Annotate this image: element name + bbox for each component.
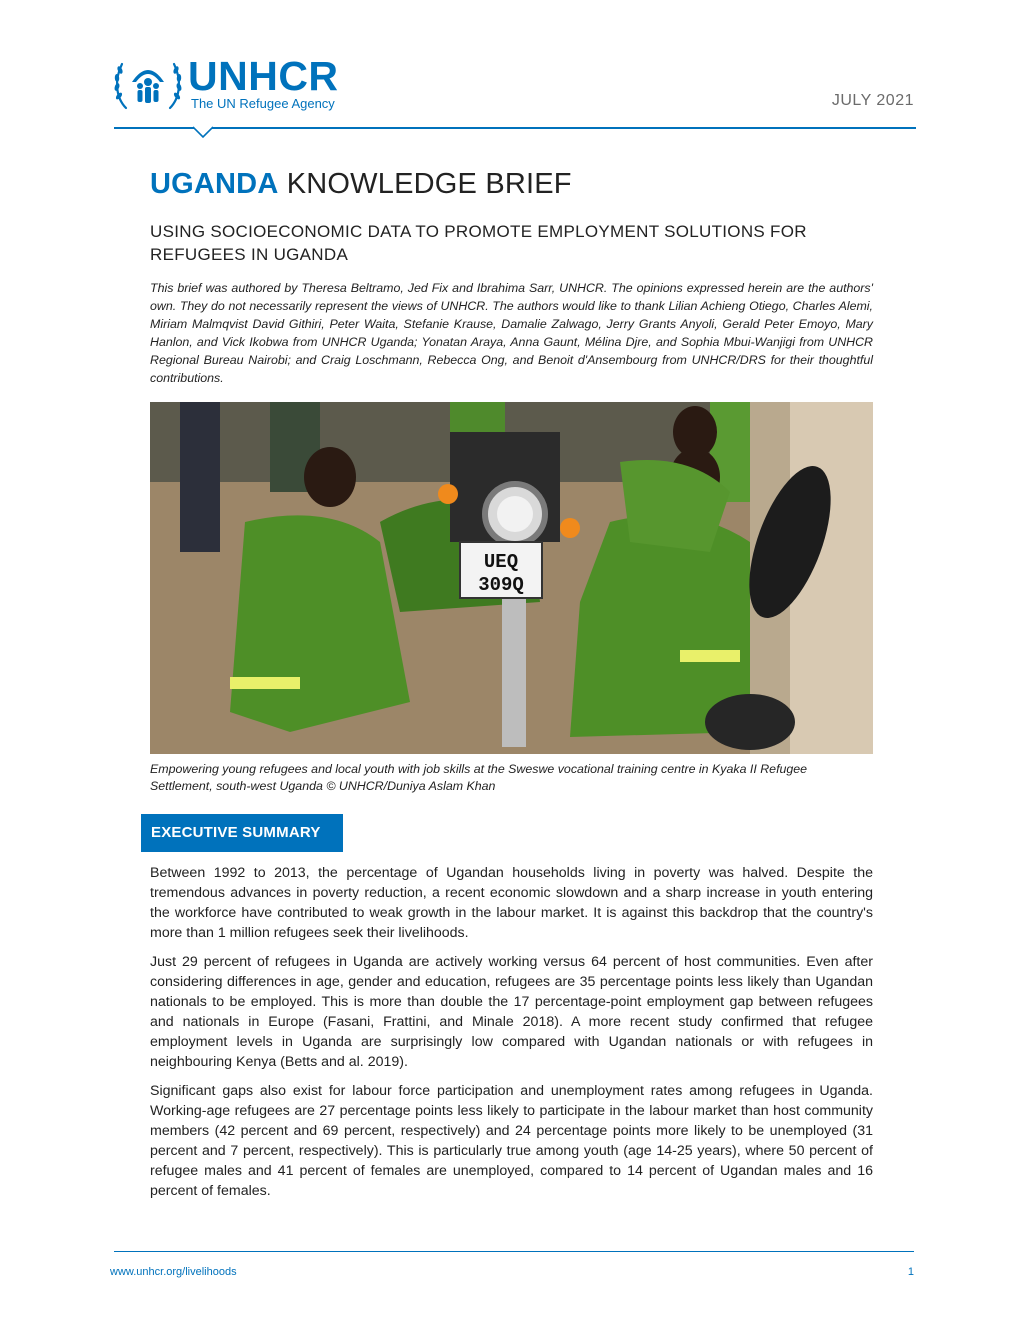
footer-link[interactable]: www.unhcr.org/livelihoods bbox=[110, 1266, 237, 1278]
footer-divider bbox=[114, 1251, 914, 1252]
publication-date: JULY 2021 bbox=[831, 92, 914, 109]
page-subtitle: USING SOCIOECONOMIC DATA TO PROMOTE EMPLOYMENT SOLUTIONS FOR REFUGEES IN UGANDA bbox=[150, 222, 807, 264]
executive-summary-body bbox=[150, 863, 873, 1210]
plate-line-2: 309Q bbox=[478, 574, 524, 596]
header-divider-notch bbox=[193, 126, 213, 138]
unhcr-logo bbox=[112, 52, 372, 116]
title-rest: KNOWLEDGE BRIEF bbox=[278, 168, 572, 200]
title-country: UGANDA bbox=[150, 168, 279, 200]
section-heading-executive-summary: EXECUTIVE SUMMARY bbox=[141, 814, 343, 852]
paragraph: Significant gaps also exist for labour force participation and unemployment rates among refugees in Uganda. Working-age refugees are 27 percentage points less likely to participate in the labour market than host community members (42 percent and 69 percent, respectively) and 24 percentage points more likely to be unemployed (31 percent and 7 percent, respectively). This is particularly true among youth (age 14-25 years), where 50 percent of refugee males and 41 percent of females are unemployed, compared to 14 percent of Ugandan males and 16 percent of females. bbox=[150, 1083, 873, 1199]
authors-note: This brief was authored by Theresa Beltramo, Jed Fix and Ibrahima Sarr, UNHCR. The opinions expressed herein are the authors' own. They do not necessarily represent the views of UNHCR. The authors would like to thank Lilian Achieng Otiego, Charles Alemi, Miriam Malmqvist David Githiri, Peter Waita, Stefanie Krause, Damalie Zalwago, Jerry Grants Anyoli, Gerald Peter Emoyo, Mary Hanlon, and Vick Ikobwa from UNHCR Uganda; Yonatan Araya, Anna Gaunt, Mélina Djre, and Sophia Mbui-Wanjigi from UNHCR Regional Bureau Nairobi; and Craig Loschmann, Rebecca Ong, and Benoit d'Ansembourg from UNHCR/DRS for their thoughtful contributions. bbox=[150, 281, 873, 385]
logo-tagline: The UN Refugee Agency bbox=[191, 96, 335, 111]
paragraph: Between 1992 to 2013, the percentage of Ugandan households living in poverty was halved. Despite the tremendous advances in poverty reduction, a recent economic slowdown and a sharp increase in youth entering the workforce have contributed to weak growth in the labour market. It is against this backdrop that the country's more than 1 million refugees seek their livelihoods. bbox=[150, 865, 873, 941]
logo-wordmark: UNHCR bbox=[188, 53, 339, 99]
photo-caption: Empowering young refugees and local youth with job skills at the Sweswe vocational training centre in Kyaka II Refugee Settlement, south-west Uganda © UNHCR/Duniya Aslam Khan bbox=[150, 762, 808, 793]
page-number: 1 bbox=[907, 1266, 914, 1278]
page-title bbox=[150, 166, 572, 202]
header-divider bbox=[114, 127, 916, 129]
cover-photo bbox=[150, 402, 873, 754]
plate-line-1: UEQ bbox=[483, 551, 519, 573]
paragraph: Just 29 percent of refugees in Uganda are actively working versus 64 percent of host communities. Even after considering differences in age, gender and education, refugees are 35 percentage points less likely than Ugandan nationals to be employed. This is more than double the 17 percentage-point employment gap between refugees and nationals in Europe (Fasani, Frattini, and Minale 2018). A more recent study confirmed that refugee employment levels in Uganda are surprisingly low compared with Ugandan nationals or with refugees in neighbouring Kenya (Betts and al. 2019). bbox=[150, 954, 873, 1070]
photo-illustration bbox=[150, 402, 873, 754]
laurel-emblem-icon bbox=[112, 52, 184, 114]
